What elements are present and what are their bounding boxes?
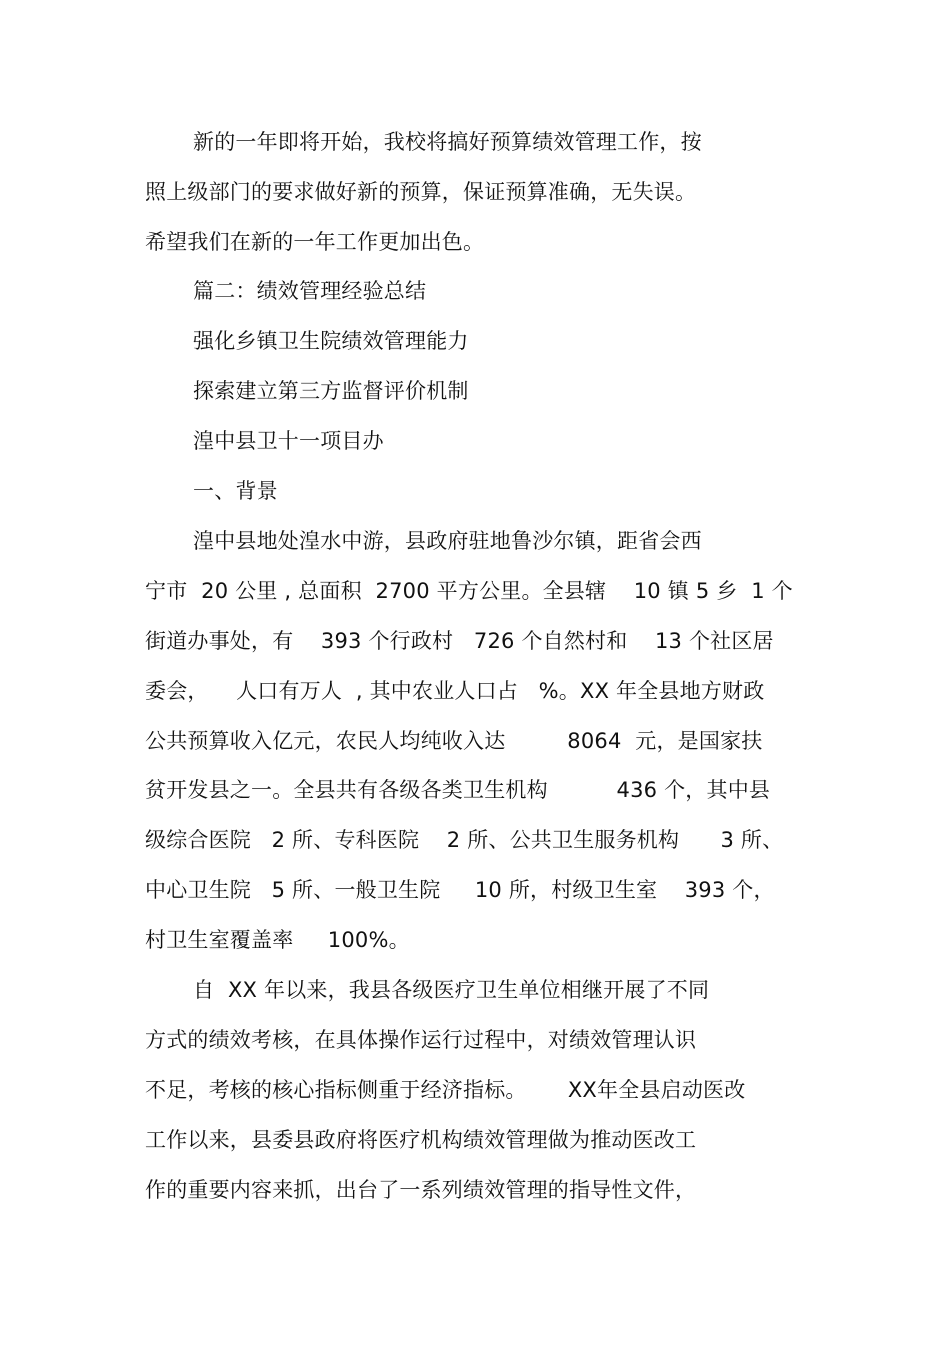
text-line: 街道办事处，有 393 个行政村 726 个自然村和 13 个社区居 xyxy=(145,629,774,653)
text-line: 照上级部门的要求做好新的预算，保证预算准确，无失误。 xyxy=(145,180,697,204)
text-line: 湟中县地处湟水中游，县政府驻地鲁沙尔镇，距省会西 xyxy=(193,529,702,553)
section-heading: 一、背景 xyxy=(193,479,278,503)
text-line: 自 XX 年以来，我县各级医疗卫生单位相继开展了不同 xyxy=(193,978,710,1002)
text-line: 不足，考核的核心指标侧重于经济指标。 XX年全县启动医改 xyxy=(145,1078,746,1102)
text-line: 级综合医院 2 所、专科医院 2 所、公共卫生服务机构 3 所、 xyxy=(145,828,784,852)
text-line: 作的重要内容来抓，出台了一系列绩效管理的指导性文件， xyxy=(145,1178,697,1202)
text-line: 希望我们在新的一年工作更加出色。 xyxy=(145,230,485,254)
text-line: 新的一年即将开始，我校将搞好预算绩效管理工作，按 xyxy=(193,130,702,154)
text-line: 贫开发县之一。全县共有各级各类卫生机构 436 个，其中县 xyxy=(145,778,771,802)
section-heading: 篇二：绩效管理经验总结 xyxy=(193,279,427,303)
text-line: 村卫生室覆盖率 100%。 xyxy=(145,928,410,952)
text-line: 工作以来，县委县政府将医疗机构绩效管理做为推动医改工 xyxy=(145,1128,697,1152)
text-line: 方式的绩效考核，在具体操作运行过程中，对绩效管理认识 xyxy=(145,1028,697,1052)
text-line: 委会， 人口有万人 , 其中农业人口占 %。XX 年全县地方财政 xyxy=(145,679,765,703)
subtitle-line: 强化乡镇卫生院绩效管理能力 xyxy=(193,329,469,353)
subtitle-line: 探索建立第三方监督评价机制 xyxy=(193,379,469,403)
author-line: 湟中县卫十一项目办 xyxy=(193,429,384,453)
text-line: 中心卫生院 5 所、一般卫生院 10 所，村级卫生室 393 个， xyxy=(145,878,775,902)
text-line: 宁市 20 公里 , 总面积 2700 平方公里。全县辖 10 镇 5 乡 1 个 xyxy=(145,579,793,603)
text-line: 公共预算收入亿元，农民人均纯收入达 8064 元，是国家扶 xyxy=(145,729,763,753)
